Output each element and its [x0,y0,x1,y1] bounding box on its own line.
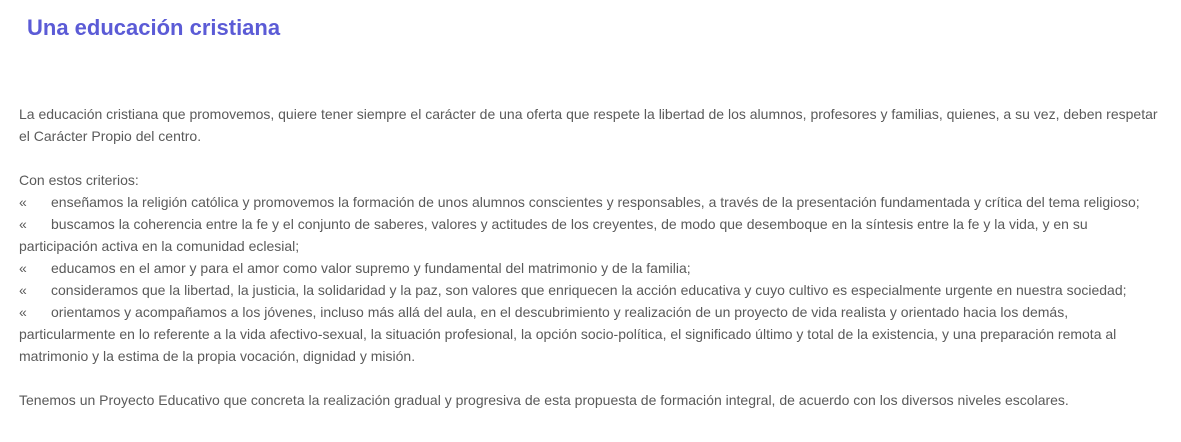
criteria-item-text: enseñamos la religión católica y promovemos la formación de unos alumnos conscientes y responsables, a través de la presentación fundamentada y crítica del tema religioso; [51,194,1140,210]
intro-paragraph: La educación cristiana que promovemos, quiere tener siempre el carácter de una oferta que respete la libertad de los alumnos, profesores y familias, quienes, a su vez, deben respetar el Carácter Propio del centro. [19,106,1158,144]
criteria-heading: Con estos criterios: [19,172,139,188]
closing-paragraph: Tenemos un Proyecto Educativo que concreta la realización gradual y progresiva de esta propuesta de formación integral, de acuerdo con los diversos niveles escolares. [19,392,1069,408]
criteria-item-text: consideramos que la libertad, la justicia, la solidaridad y la paz, son valores que enriquecen la acción educativa y cuyo cultivo es especialmente urgente en nuestra sociedad; [51,282,1127,298]
criteria-item-text: orientamos y acompañamos a los jóvenes, incluso más allá del aula, en el descubrimiento y realización de un proyecto de vida realista y orientado hacia los demás, particularmente en lo referente a la vida afectivo-sexual, la situación profesional, la opción socio-política, el significado último y total de la existencia, y una preparación remota al matrimonio y la estima de la propia vocación, dignidad y misión. [19,304,1117,364]
criteria-item-text: buscamos la coherencia entre la fe y el conjunto de saberes, valores y actitudes de los creyentes, de modo que desemboque en la síntesis entre la fe y la vida, y en su participación activa en la comunidad eclesial; [19,216,1088,254]
criteria-item [19,257,1167,279]
criteria-item [19,213,1167,257]
bullet-mark: « [19,282,27,298]
article-body [19,103,1167,411]
criteria-item [19,279,1167,301]
criteria-item-text: educamos en el amor y para el amor como valor supremo y fundamental del matrimonio y de la familia; [51,260,691,276]
spacer [19,147,1167,169]
criteria-item [19,301,1167,367]
criteria-item [19,191,1167,213]
bullet-mark: « [19,260,27,276]
bullet-mark: « [19,304,27,320]
bullet-mark: « [19,194,27,210]
page-title: Una educación cristiana [27,15,281,40]
bullet-mark: « [19,216,27,232]
spacer [19,367,1167,389]
